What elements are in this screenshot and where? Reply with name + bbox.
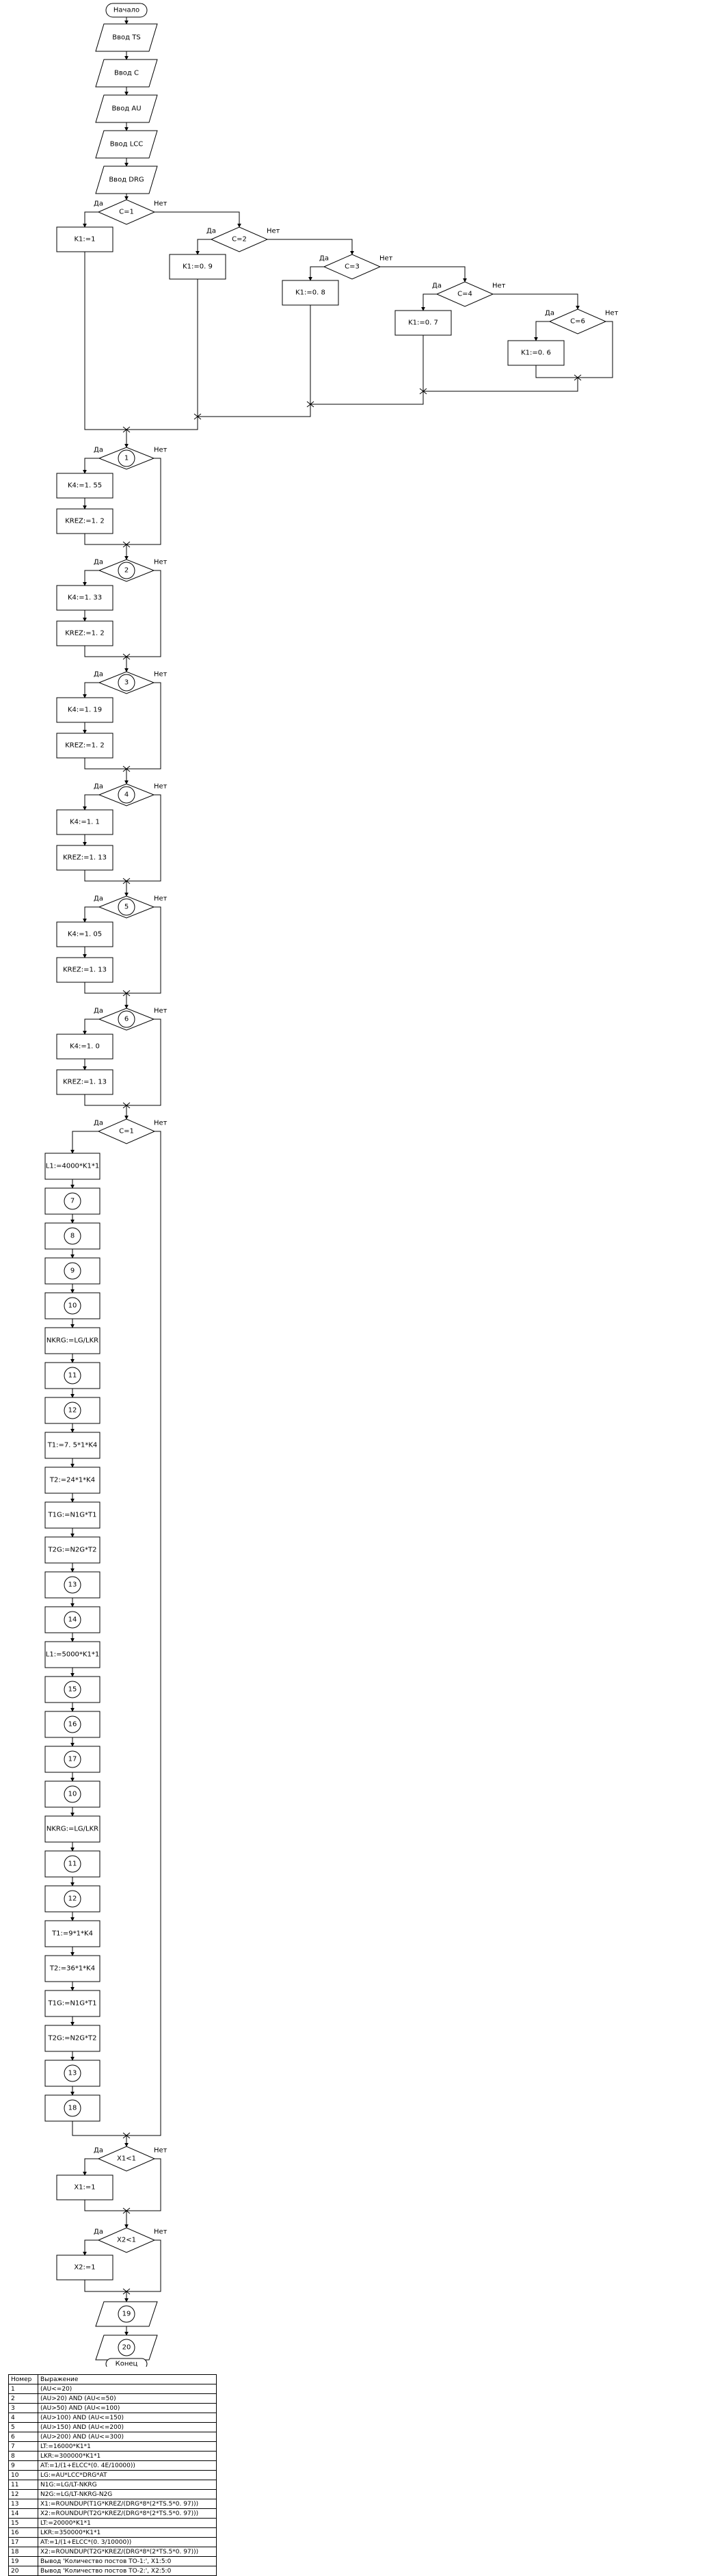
connector-line: [85, 907, 99, 922]
chain-ref-11-20-label: 11: [68, 1860, 77, 1868]
branch-yes-label: Да: [94, 670, 103, 679]
assign-x1-label: X1:=1: [74, 2183, 96, 2192]
decision-au-2-label: 2: [124, 566, 129, 575]
chain-step-0-label: L1:=4000*K1*1: [45, 1162, 100, 1170]
decision-au-3-label: 3: [124, 679, 129, 687]
legend-expression-cell: AT:=1/(1+ELCC*(0. 4E/10000)): [38, 2461, 217, 2471]
branch-no-label: Нет: [605, 309, 619, 317]
decision-au-6-label: 6: [124, 1015, 129, 1023]
chain-ref-17-17-label: 17: [68, 1755, 77, 1763]
chain-step-25-label: T2G:=N2G*T2: [48, 2034, 97, 2042]
branch-yes-label: Да: [94, 1007, 103, 1015]
chain-ref-7-1-label: 7: [70, 1197, 75, 1205]
legend-row: [9, 2490, 217, 2499]
legend-row: [9, 2442, 217, 2452]
legend-expression-cell: (AU>20) AND (AU<=50): [38, 2394, 217, 2404]
legend-expression-cell: LT:=16000*K1*1: [38, 2442, 217, 2452]
branch-yes-label: Да: [206, 227, 216, 235]
input-block-5-label: Ввод DRG: [109, 176, 144, 184]
legend-row: [9, 2499, 217, 2509]
legend-expression-cell: Вывод 'Количество постов ТО-2:', X2:5:0: [38, 2566, 217, 2576]
branch-yes-label: Да: [94, 558, 103, 566]
legend-row: [9, 2461, 217, 2471]
assign-krez-3-label: KREZ:=1. 2: [65, 741, 105, 750]
chain-ref-13-26-label: 13: [68, 2069, 77, 2077]
connector-line: [85, 758, 126, 769]
branch-no-label: Нет: [154, 783, 167, 791]
legend-expression-cell: (AU>100) AND (AU<=150): [38, 2413, 217, 2423]
legend-number-cell: 13: [9, 2499, 38, 2509]
decision-au-4-label: 4: [124, 791, 129, 799]
branch-no-label: Нет: [154, 558, 167, 566]
decision-c1-second-label: C=1: [119, 1127, 134, 1135]
assign-k1-2-label: K1:=0. 9: [183, 263, 213, 271]
legend-row: [9, 2566, 217, 2576]
assign-k4-3-label: K4:=1. 19: [67, 706, 103, 714]
assign-k1-5-label: K1:=0. 6: [521, 349, 551, 357]
assign-k4-6-label: K4:=1. 0: [70, 1042, 100, 1051]
chain-step-22-label: T1:=9*1*K4: [52, 1930, 93, 1938]
assign-k4-5-label: K4:=1. 05: [67, 930, 103, 938]
legend-expression-cell: (AU>200) AND (AU<=300): [38, 2432, 217, 2442]
chain-ref-14-13-label: 14: [68, 1616, 77, 1624]
connector-line: [85, 795, 99, 810]
chain-ref-9-3-label: 9: [70, 1267, 75, 1275]
connector-line: [493, 294, 578, 309]
chain-ref-10-18-label: 10: [68, 1790, 77, 1798]
branch-no-label: Нет: [379, 254, 393, 263]
chain-step-23-label: T2:=36*1*K4: [49, 1964, 96, 1973]
assign-krez-5-label: KREZ:=1. 13: [63, 966, 107, 974]
legend-expression-cell: LT:=20000*K1*1: [38, 2519, 217, 2528]
assign-k1-3-label: K1:=0. 8: [295, 289, 325, 297]
branch-no-label: Нет: [267, 227, 280, 235]
legend-number-cell: 2: [9, 2394, 38, 2404]
connector-line: [536, 321, 550, 341]
start-terminator-label: Начало: [113, 6, 140, 14]
legend-expression-cell: X2:=ROUNDUP(T2G*KREZ/(DRG*8*(2*TS.5*0. 97))): [38, 2509, 217, 2519]
legend-number-cell: 3: [9, 2404, 38, 2413]
chain-ref-16-16-label: 16: [68, 1720, 77, 1729]
legend-number-cell: 14: [9, 2509, 38, 2519]
connector-line: [155, 212, 239, 227]
connector-line: [126, 458, 161, 544]
legend-number-cell: 18: [9, 2547, 38, 2557]
legend-number-cell: 7: [9, 2442, 38, 2452]
legend-row: [9, 2509, 217, 2519]
legend-row: [9, 2452, 217, 2461]
decision-c5-label: C=6: [570, 317, 585, 326]
branch-yes-label: Да: [94, 446, 103, 454]
connector-line: [126, 795, 161, 881]
assign-k1-1-label: K1:=1: [74, 235, 96, 244]
legend-row: [9, 2480, 217, 2490]
branch-yes-label: Да: [94, 200, 103, 208]
chain-step-8-label: T1:=7. 5*1*K4: [47, 1441, 98, 1449]
assign-x2-label: X2:=1: [74, 2263, 96, 2272]
legend-row: [9, 2413, 217, 2423]
legend-number-cell: 5: [9, 2423, 38, 2432]
legend-expression-cell: LKR:=350000*K1*1: [38, 2528, 217, 2538]
assign-krez-1-label: KREZ:=1. 2: [65, 517, 105, 525]
assign-k4-1-label: K4:=1. 55: [67, 482, 103, 490]
branch-no-label: Нет: [154, 200, 167, 208]
chain-ref-12-7-label: 12: [68, 1406, 77, 1415]
decision-c3-label: C=3: [345, 263, 360, 271]
legend-row: [9, 2519, 217, 2528]
legend-number-cell: 4: [9, 2413, 38, 2423]
legend-row: [9, 2404, 217, 2413]
assign-k4-4-label: K4:=1. 1: [70, 818, 100, 826]
legend-expression-cell: LKR:=300000*K1*1: [38, 2452, 217, 2461]
chain-step-5-label: NKRG:=LG/LKR: [46, 1337, 99, 1345]
chain-ref-8-2-label: 8: [70, 1232, 75, 1240]
legend-number-cell: 15: [9, 2519, 38, 2528]
decision-au-1-label: 1: [124, 454, 129, 462]
chain-ref-18-27-label: 18: [68, 2104, 77, 2112]
assign-krez-2-label: KREZ:=1. 2: [65, 629, 105, 638]
connector-line: [85, 1019, 99, 1034]
legend-expression-cell: Вывод 'Количество постов ТО-1:', X1:5:0: [38, 2557, 217, 2566]
legend-expression-cell: (AU>150) AND (AU<=200): [38, 2423, 217, 2432]
connector-line: [85, 212, 98, 227]
legend-row: [9, 2432, 217, 2442]
legend-row: [9, 2394, 217, 2404]
assign-krez-6-label: KREZ:=1. 13: [63, 1078, 107, 1086]
legend-number-cell: 19: [9, 2557, 38, 2566]
legend-number-cell: 20: [9, 2566, 38, 2576]
connector-line: [423, 365, 578, 391]
input-block-2-label: Ввод C: [114, 69, 139, 77]
chain-ref-10-4-label: 10: [68, 1302, 77, 1310]
branch-no-label: Нет: [154, 2228, 167, 2236]
decision-c1-label: C=1: [119, 208, 134, 216]
chain-ref-11-6-label: 11: [68, 1371, 77, 1380]
legend-number-cell: 8: [9, 2452, 38, 2461]
legend-header-row: [9, 2375, 217, 2384]
connector-line: [126, 570, 161, 657]
end-terminator-label: Конец: [115, 2360, 138, 2367]
branch-no-label: Нет: [492, 282, 506, 290]
legend-table: [8, 2374, 217, 2576]
connector-line: [85, 2159, 98, 2175]
connector-line: [85, 2280, 126, 2291]
decision-x2-label: X2<1: [117, 2236, 136, 2244]
connector-line: [380, 267, 465, 282]
branch-no-label: Нет: [154, 1007, 167, 1015]
connector-line: [85, 2240, 98, 2255]
connector-line: [85, 534, 126, 544]
branch-no-label: Нет: [154, 1119, 167, 1127]
branch-yes-label: Да: [94, 895, 103, 903]
legend-header-number: Номер: [9, 2375, 38, 2384]
branch-yes-label: Да: [319, 254, 329, 263]
legend-expression-cell: (AU<=20): [38, 2384, 217, 2394]
legend-row: [9, 2423, 217, 2432]
connector-line: [85, 870, 126, 881]
connector-line: [85, 683, 99, 698]
connector-line: [72, 1131, 98, 1153]
connector-line: [126, 1019, 161, 1105]
input-block-4-label: Ввод LCC: [109, 140, 144, 148]
legend-row: [9, 2557, 217, 2566]
decision-c2-label: C=2: [232, 235, 247, 244]
branch-yes-label: Да: [432, 282, 442, 290]
connector-line: [85, 646, 126, 657]
branch-yes-label: Да: [94, 1119, 103, 1127]
legend-expression-cell: LG:=AU*LCC*DRG*AT: [38, 2471, 217, 2480]
legend-header-expression: Выражение: [38, 2375, 217, 2384]
legend-number-cell: 6: [9, 2432, 38, 2442]
chain-step-14-label: L1:=5000*K1*1: [45, 1651, 100, 1659]
connector-line: [310, 267, 324, 280]
input-block-1-label: Ввод TS: [112, 34, 141, 42]
legend-number-cell: 1: [9, 2384, 38, 2394]
chain-ref-15-15-label: 15: [68, 1685, 77, 1694]
decision-au-5-label: 5: [124, 903, 129, 911]
connector-line: [126, 907, 161, 993]
connector-line: [72, 2121, 126, 2135]
chain-step-11-label: T2G:=N2G*T2: [48, 1546, 97, 1554]
branch-no-label: Нет: [154, 895, 167, 903]
legend-row: [9, 2384, 217, 2394]
branch-no-label: Нет: [154, 446, 167, 454]
legend-expression-cell: X2:=ROUNDUP(T2G*KREZ/(DRG*8*(2*TS.5*0. 97))): [38, 2547, 217, 2557]
connector-line: [310, 391, 423, 404]
legend-number-cell: 16: [9, 2528, 38, 2538]
legend-expression-cell: (AU>50) AND (AU<=100): [38, 2404, 217, 2413]
connector-line: [198, 239, 211, 254]
input-block-3-label: Ввод AU: [111, 105, 142, 113]
chain-step-19-label: NKRG:=LG/LKR: [46, 1825, 99, 1833]
connector-line: [85, 1094, 126, 1105]
connector-line: [85, 252, 126, 430]
connector-line: [85, 458, 99, 473]
legend-number-cell: 11: [9, 2480, 38, 2490]
chain-ref-12-21-label: 12: [68, 1895, 77, 1903]
chain-step-9-label: T2:=24*1*K4: [49, 1476, 96, 1484]
legend-expression-cell: X1:=ROUNDUP(T1G*KREZ/(DRG*8*(2*TS.5*0. 97))): [38, 2499, 217, 2509]
branch-no-label: Нет: [154, 670, 167, 679]
legend-number-cell: 12: [9, 2490, 38, 2499]
connector-line: [85, 570, 99, 586]
assign-k1-4-label: K1:=0. 7: [408, 319, 438, 327]
chain-ref-13-12-label: 13: [68, 1581, 77, 1589]
output-ref-2: 20: [122, 2343, 131, 2352]
legend-row: [9, 2528, 217, 2538]
chain-step-24-label: T1G:=N1G*T1: [48, 1999, 97, 2008]
connector-line: [423, 294, 437, 311]
legend-expression-cell: AT:=1/(1+ELCC*(0. 3/10000)): [38, 2538, 217, 2547]
branch-yes-label: Да: [94, 2228, 103, 2236]
assign-k4-2-label: K4:=1. 33: [67, 594, 103, 602]
connector-line: [267, 239, 352, 254]
legend-number-cell: 9: [9, 2461, 38, 2471]
branch-yes-label: Да: [94, 2146, 103, 2155]
legend-number-cell: 17: [9, 2538, 38, 2547]
legend-row: [9, 2471, 217, 2480]
connector-line: [126, 1131, 161, 2135]
decision-x1-label: X1<1: [117, 2155, 136, 2163]
assign-krez-4-label: KREZ:=1. 13: [63, 854, 107, 862]
decision-c4-label: C=4: [457, 290, 472, 298]
legend-expression-cell: N1G:=LG/LT-NKRG: [38, 2480, 217, 2490]
chain-step-10-label: T1G:=N1G*T1: [48, 1511, 97, 1519]
legend-row: [9, 2547, 217, 2557]
legend-number-cell: 10: [9, 2471, 38, 2480]
connector-line: [198, 404, 310, 417]
output-ref-1: 19: [122, 2310, 131, 2318]
legend-row: [9, 2538, 217, 2547]
legend-expression-cell: N2G:=LG/LT-NKRG-N2G: [38, 2490, 217, 2499]
connector-line: [85, 982, 126, 993]
branch-yes-label: Да: [545, 309, 554, 317]
connector-line: [85, 2200, 126, 2211]
connector-line: [126, 683, 161, 769]
connector-line: [126, 417, 198, 430]
branch-yes-label: Да: [94, 783, 103, 791]
branch-no-label: Нет: [154, 2146, 167, 2155]
